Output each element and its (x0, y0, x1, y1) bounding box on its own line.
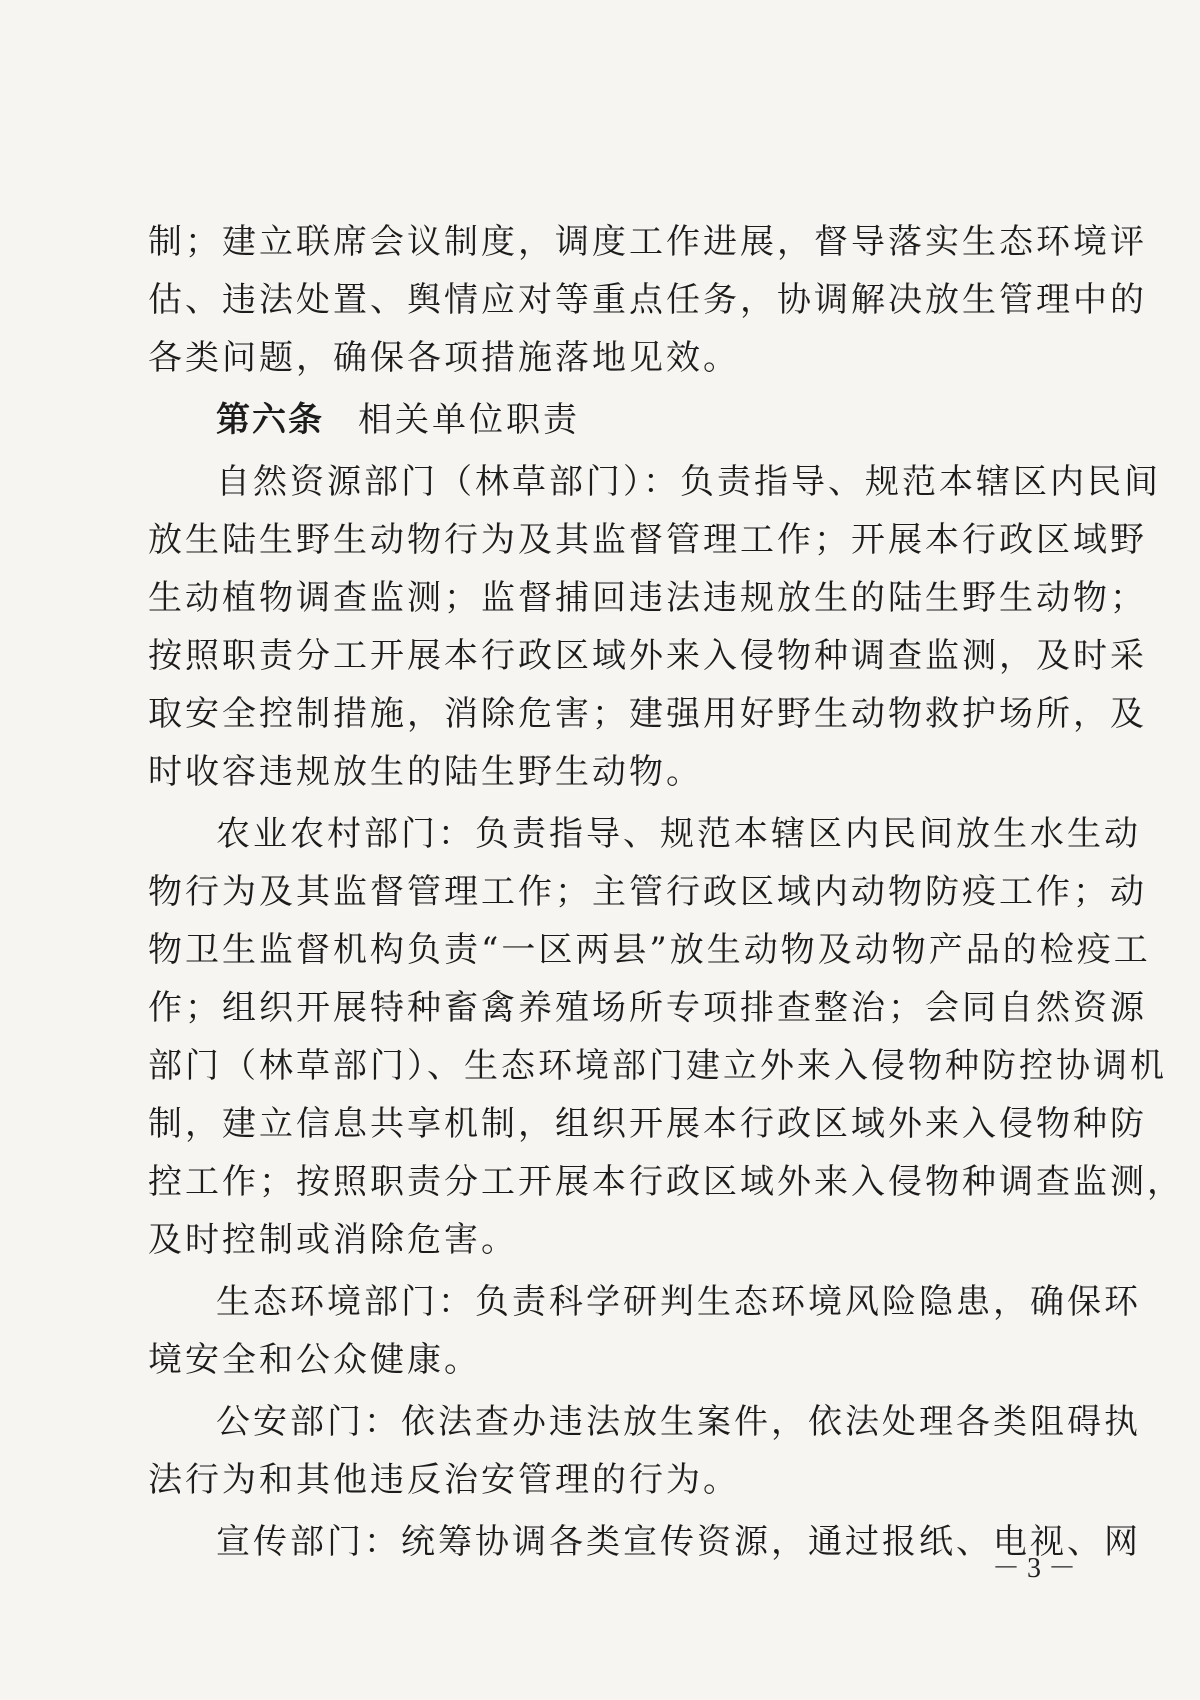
paragraph-line: 制，建立信息共享机制，组织开展本行政区域外来入侵物种防 (148, 1104, 1147, 1144)
paragraph-line: 自然资源部门（林草部门）：负责指导、规范本辖区内民间 (216, 462, 1161, 502)
article-title: 相关单位职责 (358, 400, 580, 440)
page-number: － 3 － (992, 1553, 1077, 1584)
paragraph-line: 作；组织开展特种畜禽养殖场所专项排查整治；会同自然资源 (148, 988, 1147, 1028)
paragraph-line: 制；建立联席会议制度，调度工作进展，督导落实生态环境评 (148, 222, 1147, 262)
paragraph-line: 法行为和其他违反治安管理的行为。 (148, 1460, 740, 1500)
paragraph-line: 控工作；按照职责分工开展本行政区域外来入侵物种调查监测， (148, 1162, 1184, 1202)
paragraph-line: 农业农村部门：负责指导、规范本辖区内民间放生水生动 (216, 814, 1141, 854)
paragraph-line: 生动植物调查监测；监督捕回违法违规放生的陆生野生动物； (148, 578, 1147, 618)
paragraph-line: 物卫生监督机构负责“一区两县”放生动物及动物产品的检疫工 (148, 930, 1151, 970)
paragraph-line: 估、违法处置、舆情应对等重点任务，协调解决放生管理中的 (148, 280, 1147, 320)
paragraph-line: 各类问题，确保各项措施落地见效。 (148, 338, 740, 378)
paragraph-line: 时收容违规放生的陆生野生动物。 (148, 752, 703, 792)
paragraph-line: 取安全控制措施，消除危害；建强用好野生动物救护场所，及 (148, 694, 1147, 734)
article-heading (216, 400, 1126, 440)
paragraph-line: 物行为及其监督管理工作；主管行政区域内动物防疫工作；动 (148, 872, 1147, 912)
article-number: 第六条 (216, 400, 324, 440)
paragraph-line: 放生陆生野生动物行为及其监督管理工作；开展本行政区域野 (148, 520, 1147, 560)
paragraph-line: 公安部门：依法查办违法放生案件，依法处理各类阻碍执 (216, 1402, 1141, 1442)
paragraph-line: 境安全和公众健康。 (148, 1340, 481, 1380)
paragraph-line: 按照职责分工开展本行政区域外来入侵物种调查监测，及时采 (148, 636, 1147, 676)
paragraph-line: 宣传部门：统筹协调各类宣传资源，通过报纸、电视、网 (216, 1522, 1141, 1562)
paragraph-line: 部门（林草部门）、生态环境部门建立外来入侵物种防控协调机 (148, 1046, 1167, 1086)
paragraph-line: 生态环境部门：负责科学研判生态环境风险隐患，确保环 (216, 1282, 1141, 1322)
paragraph-line: 及时控制或消除危害。 (148, 1220, 518, 1260)
